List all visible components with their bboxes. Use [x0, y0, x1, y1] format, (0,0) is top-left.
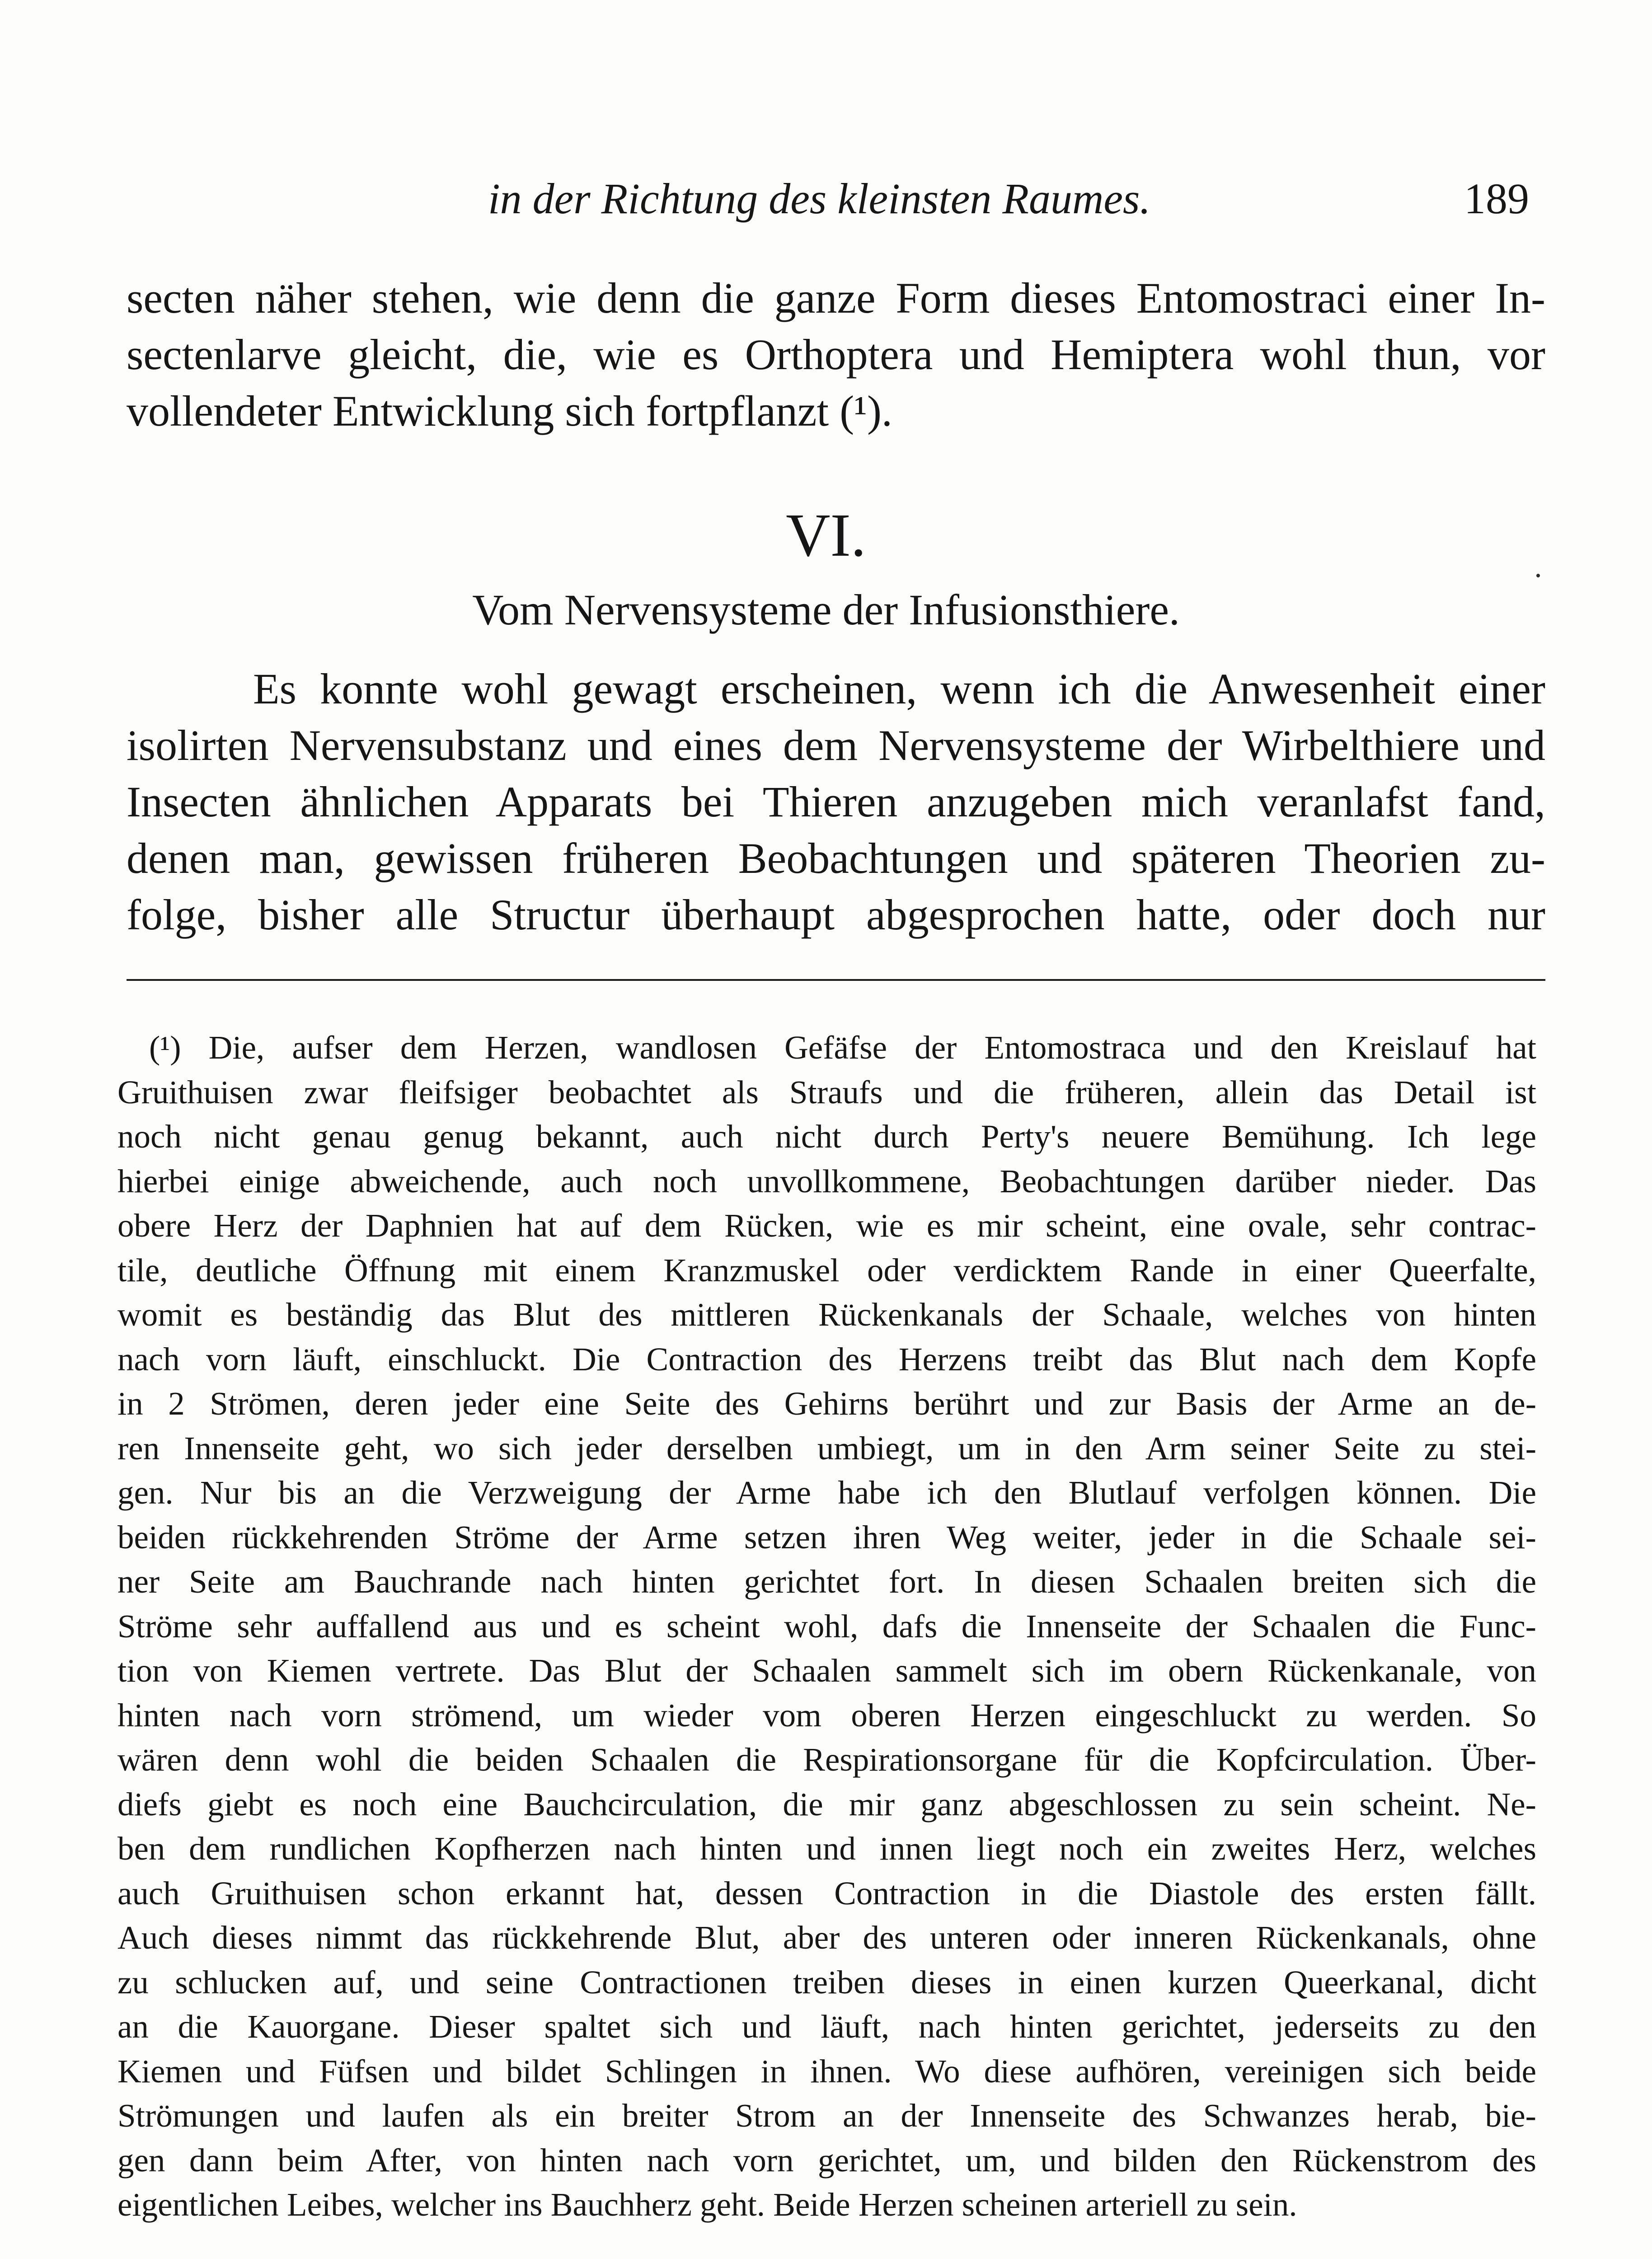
footnote-rule — [127, 979, 1545, 981]
footnote-line: hinten nach vorn strömend, um wieder vom oberen Herzen eingeschluckt zu werden. So — [117, 1697, 1536, 1734]
body-line: folge, bisher alle Structur überhaupt abgesprochen hatte, oder doch nur — [127, 890, 1545, 939]
footnote-line: ren Innenseite geht, wo sich jeder derselben umbiegt, um in den Arm seiner Seite zu stei- — [117, 1429, 1536, 1467]
footnote-line: eigentlichen Leibes, welcher ins Bauchherz geht. Beide Herzen scheinen arteriell zu sein. — [117, 2186, 1297, 2223]
footnote-line: tion von Kiemen vertrete. Das Blut der Schaalen sammelt sich im obern Rückenkanale, von — [117, 1652, 1536, 1689]
page-number: 189 — [1464, 174, 1529, 223]
footnote-line: obere Herz der Daphnien hat auf dem Rücken, wie es mir scheint, eine ovale, sehr contrac- — [117, 1207, 1536, 1244]
footnote-line: zu schlucken auf, und seine Contractionen treiben dieses in einen kurzen Queerkanal, dicht — [117, 1964, 1536, 2001]
footnote-line: tile, deutliche Öffnung mit einem Kranzmuskel oder verdicktem Rande in einer Queerfalte, — [117, 1251, 1536, 1289]
footnote-line: beiden rückkehrenden Ströme der Arme setzen ihren Weg weiter, jeder in die Schaale sei- — [117, 1518, 1536, 1556]
footnote-line: auch Gruithuisen schon erkannt hat, dessen Contraction in die Diastole des ersten fällt. — [117, 1875, 1536, 1912]
footnote-line: an die Kauorgane. Dieser spaltet sich und läuft, nach hinten gerichtet, jederseits zu den — [117, 2008, 1536, 2045]
footnote-line: gen. Nur bis an die Verzweigung der Arme habe ich den Blutlauf verfolgen können. Die — [117, 1474, 1536, 1511]
footnote-line: womit es beständig das Blut des mittleren Rückenkanals der Schaale, welches von hinten — [117, 1296, 1536, 1333]
footnote-line: Ströme sehr auffallend aus und es scheint wohl, dafs die Innenseite der Schaalen die Func- — [117, 1608, 1536, 1645]
intro-line: sectenlarve gleicht, die, wie es Orthoptera und Hemiptera wohl thun, vor — [127, 330, 1545, 379]
footnote-line: hierbei einige abweichende, auch noch unvollkommene, Beobachtungen darüber nieder. Das — [117, 1162, 1536, 1200]
footnote-line: Strömungen und laufen als ein breiter Strom an der Innenseite des Schwanzes herab, bie- — [117, 2097, 1536, 2134]
section-number: VI. — [786, 501, 866, 569]
footnote-line: Auch dieses nimmt das rückkehrende Blut, aber des unteren oder inneren Rückenkanals, ohne — [117, 1919, 1536, 1956]
footnote-line: Kiemen und Füfsen und bildet Schlingen in ihnen. Wo diese aufhören, vereinigen sich beide — [117, 2053, 1536, 2090]
section-title: Vom Nervensysteme der Infusionsthiere. — [472, 586, 1180, 634]
running-header: in der Richtung des kleinsten Raumes. — [488, 174, 1151, 223]
footnote-line: ner Seite am Bauchrande nach hinten gerichtet fort. In diesen Schaalen breiten sich die — [117, 1563, 1536, 1600]
body-line: Insecten ähnlichen Apparats bei Thieren anzugeben mich veranlafst fand, — [127, 778, 1545, 826]
footnote-line: (¹) Die, aufser dem Herzen, wandlosen Gefäfse der Entomostraca und den Kreislauf hat — [149, 1029, 1536, 1066]
intro-line: secten näher stehen, wie denn die ganze Form dieses Entomostraci einer In- — [127, 274, 1545, 322]
footnote-line: ben dem rundlichen Kopfherzen nach hinten und innen liegt noch ein zweites Herz, welches — [117, 1830, 1536, 1867]
body-line: denen man, gewissen früheren Beobachtungen und späteren Theorien zu- — [127, 834, 1545, 882]
footnote-line: in 2 Strömen, deren jeder eine Seite des Gehirns berührt und zur Basis der Arme an de- — [117, 1385, 1536, 1422]
intro-line: vollendeter Entwicklung sich fortpflanzt (¹). — [127, 387, 892, 435]
footnote-line: diefs giebt es noch eine Bauchcirculation, die mir ganz abgeschlossen zu sein scheint. Ne- — [117, 1786, 1536, 1823]
body-line: Es konnte wohl gewagt erscheinen, wenn ich die Anwesenheit einer — [253, 665, 1545, 713]
footnote-line: noch nicht genau genug bekannt, auch nicht durch Perty's neuere Bemühung. Ich lege — [117, 1118, 1536, 1155]
footnote-line: Gruithuisen zwar fleifsiger beobachtet als Straufs und die früheren, allein das Detail ist — [117, 1073, 1536, 1111]
body-line: isolirten Nervensubstanz und eines dem Nervensysteme der Wirbelthiere und — [127, 721, 1545, 769]
footnote-line: nach vorn läuft, einschluckt. Die Contraction des Herzens treibt das Blut nach dem Kopfe — [117, 1340, 1536, 1378]
page-speck — [1536, 574, 1540, 577]
footnote-line: wären denn wohl die beiden Schaalen die Respirationsorgane für die Kopfcirculation. Über- — [117, 1741, 1536, 1778]
footnote-line: gen dann beim After, von hinten nach vorn gerichtet, um, und bilden den Rückenstrom des — [117, 2142, 1536, 2179]
